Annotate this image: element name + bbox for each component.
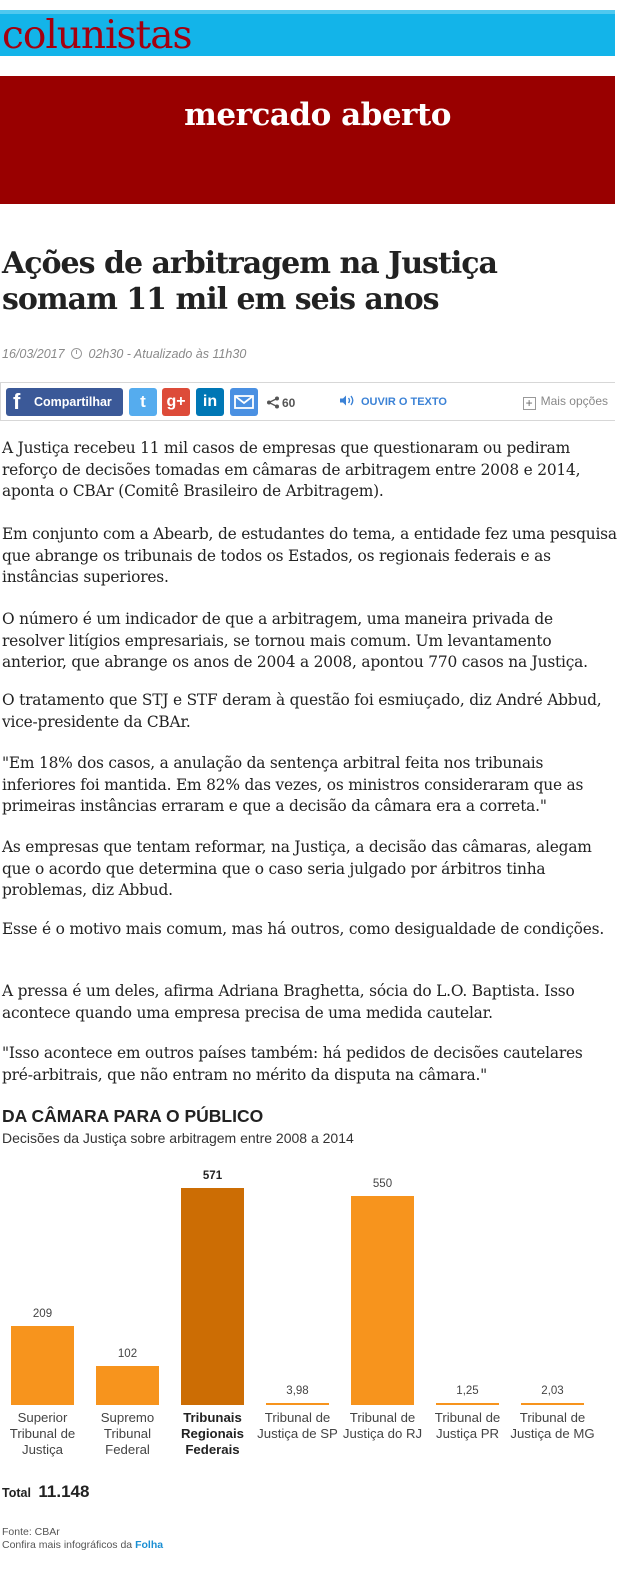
article-paragraph: O tratamento que STJ e STF deram à questão foi esmiuçado, diz André Abbud, vice-presidente da CBAr. <box>2 691 602 731</box>
facebook-icon: f <box>13 389 21 414</box>
article-paragraph: As empresas que tentam reformar, na Justiça, a decisão das câmaras, alegam que o acordo que determina que o caso seria julgado por árbitros tinha problemas, diz Abbud. <box>2 838 592 899</box>
listen-label: OUVIR O TEXTO <box>361 396 447 408</box>
chart-value-label: 3,98 <box>286 1385 309 1397</box>
more-options-label: Mais opções <box>540 394 608 408</box>
article-paragraph: "Em 18% dos casos, a anulação da sentença arbitral feita nos tribunais inferiores foi mantida. Em 82% das vezes, os ministros consideraram que as primeiras instâncias erraram e que a decisão da câmara era a correta." <box>2 754 584 815</box>
listen-button[interactable] <box>340 395 447 408</box>
chart-bar <box>96 1366 159 1405</box>
twitter-share-button[interactable] <box>129 388 157 416</box>
chart-bar <box>521 1403 584 1405</box>
article-time: 02h30 - Atualizado às 11h30 <box>88 347 247 361</box>
chart-category-label: Tribunal de Justiça de SP <box>257 1410 338 1441</box>
google-plus-share-button[interactable] <box>162 388 190 416</box>
twitter-icon: t <box>140 392 146 411</box>
plus-icon: + <box>523 397 536 410</box>
facebook-share-button[interactable] <box>6 388 123 416</box>
column-banner <box>0 76 615 204</box>
chart-category-label: Tribunal de Justiça de MG <box>510 1410 595 1441</box>
chart-bar <box>436 1403 499 1405</box>
article-paragraph: Esse é o motivo mais comum, mas há outros, como desigualdade de condições. <box>2 920 605 938</box>
article-paragraph: Em conjunto com a Abearb, de estudantes do tema, a entidade fez uma pesquisa que abrange os tribunais de todos os Estados, os regionais federais e as instâncias superiores. <box>2 525 617 586</box>
article-paragraph: O número é um indicador de que a arbitragem, uma maneira privada de resolver litígios empresariais, se tornou mais comum. Um levantamento anterior, que abrange os anos de 2004 a 2008, apontou 770 casos na Justiça. <box>2 610 588 671</box>
column-title[interactable]: mercado aberto <box>184 97 451 133</box>
facebook-share-label: Compartilhar <box>34 395 112 409</box>
chart-value-label: 209 <box>32 1308 53 1320</box>
linkedin-icon: in <box>202 393 218 410</box>
article-paragraph: A pressa é um deles, afirma Adriana Braghetta, sócia do L.O. Baptista. Isso acontece quando uma empresa precisa de uma medida cautelar. <box>2 982 575 1022</box>
more-infographics-text: Confira mais infográficos da <box>2 1539 133 1551</box>
share-count-value: 60 <box>282 396 296 410</box>
total-label: Total <box>2 1486 31 1500</box>
article-paragraph: A Justiça recebeu 11 mil casos de empresas que questionaram ou pediram reforço de decisões tomadas em câmaras de arbitragem entre 2008 e 2014, aponta o CBAr (Comitê Brasileiro de Arbitragem). <box>2 439 581 500</box>
chart-bar <box>266 1403 329 1405</box>
bar-chart <box>0 1160 620 1460</box>
email-share-button[interactable] <box>230 388 258 416</box>
section-name-link[interactable]: colunistas <box>2 13 192 58</box>
chart-source <box>2 1526 163 1552</box>
share-count[interactable] <box>266 396 295 410</box>
chart-title: DA CÂMARA PARA O PÚBLICO <box>2 1106 264 1126</box>
folha-link[interactable]: Folha <box>135 1539 164 1551</box>
more-infographics <box>2 1539 163 1552</box>
google-plus-icon: g+ <box>166 393 186 410</box>
chart-category-label: Tribunal de Justiça do RJ <box>342 1410 423 1441</box>
chart-value-label: 550 <box>372 1178 393 1190</box>
speaker-icon <box>340 395 358 406</box>
chart-bar <box>181 1188 244 1405</box>
source-text: Fonte: CBAr <box>2 1526 60 1538</box>
clock-icon <box>71 348 82 359</box>
chart-bar <box>11 1326 74 1405</box>
article-dateline <box>2 347 246 361</box>
linkedin-share-button[interactable] <box>196 388 224 416</box>
more-options-button[interactable] <box>523 394 608 410</box>
chart-value-label: 1,25 <box>456 1385 479 1397</box>
chart-category-label: Supremo Tribunal Federal <box>100 1410 155 1457</box>
article-paragraph: "Isso acontece em outros países também: há pedidos de decisões cautelares pré-arbitrais, que não entram no mérito da disputa na câmara." <box>2 1044 583 1084</box>
share-icon <box>266 396 280 409</box>
chart-category-label: Tribunais Regionais Federais <box>180 1410 245 1457</box>
chart-category-label: Superior Tribunal de Justiça <box>9 1410 76 1457</box>
envelope-icon <box>234 395 254 409</box>
chart-category-label: Tribunal de Justiça PR <box>434 1410 501 1441</box>
chart-value-label: 102 <box>117 1348 138 1360</box>
article-date: 16/03/2017 <box>2 347 65 361</box>
chart-value-label: 2,03 <box>541 1385 564 1397</box>
share-bar <box>0 382 615 421</box>
total-value: 11.148 <box>38 1482 90 1501</box>
chart-subtitle: Decisões da Justiça sobre arbitragem entre 2008 a 2014 <box>2 1130 354 1146</box>
chart-bar <box>351 1196 414 1405</box>
chart-value-label: 571 <box>202 1170 223 1182</box>
article-headline: Ações de arbitragem na Justiça somam 11 mil em seis anos <box>2 246 497 317</box>
chart-total <box>2 1482 89 1502</box>
